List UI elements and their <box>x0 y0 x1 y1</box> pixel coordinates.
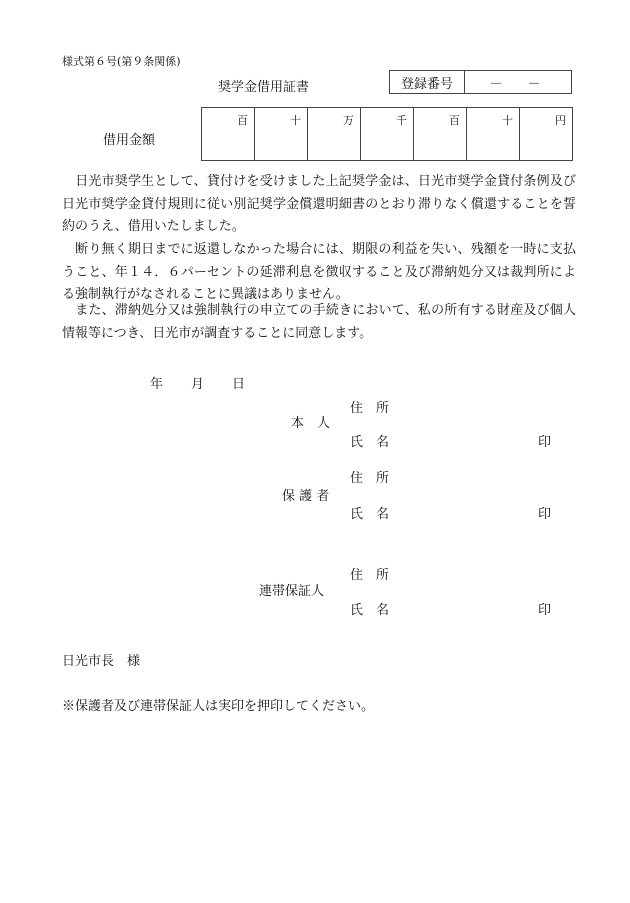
consent-paragraph <box>62 300 576 345</box>
signer-guarantor-address-label: 住 所 <box>350 568 390 583</box>
form-number: 様式第６号(第９条関係) <box>62 55 181 68</box>
default-terms-text: 断り無く期日までに返還しなかった場合には、期限の利益を失い、残額を一時に支払うこと、年１４．６パーセントの延滞利息を徴収すること及び滞納処分又は裁判所による強制執行がなされることに異議はありません。 <box>62 242 576 302</box>
registration-number-label: 登録番号 <box>390 71 465 93</box>
amount-unit-label: 十 <box>290 114 301 127</box>
signer-guarantor-seal-mark[interactable]: 印 <box>538 603 552 618</box>
signer-guardian-name-label: 氏 名 <box>350 507 390 522</box>
amount-cell-thousand[interactable] <box>361 108 414 160</box>
signer-self-name-label: 氏 名 <box>350 435 390 450</box>
date-month[interactable]: 月 <box>191 377 205 392</box>
amount-cell-yen[interactable] <box>520 108 572 160</box>
amount-unit-label: 千 <box>396 114 407 127</box>
amount-unit-label: 万 <box>343 114 354 127</box>
amount-unit-label: 百 <box>449 114 460 127</box>
amount-unit-label: 円 <box>555 114 566 127</box>
loan-amount-label: 借用金額 <box>103 133 156 148</box>
consent-text: また、滞納処分又は強制執行の申立ての手続きにおいて、私の所有する財産及び個人情報等につき、日光市が調査することに同意します。 <box>62 303 576 341</box>
amount-unit-label: 百 <box>237 114 248 127</box>
date-day[interactable]: 日 <box>232 377 246 392</box>
date-line <box>150 373 273 392</box>
signer-self-role: 本 人 <box>291 416 331 431</box>
addressee: 日光市長 様 <box>62 654 141 669</box>
loan-amount-table <box>201 107 573 161</box>
seal-note: ※保護者及び連帯保証人は実印を押印してください。 <box>62 699 375 714</box>
signer-self-address-label: 住 所 <box>350 401 390 416</box>
signer-guarantor-name-label: 氏 名 <box>350 603 390 618</box>
signer-guardian-role: 保 護 者 <box>282 489 330 504</box>
amount-cell-ten-thousand[interactable] <box>308 108 361 160</box>
default-terms-paragraph <box>62 239 576 307</box>
date-year[interactable]: 年 <box>150 377 164 392</box>
registration-number-field[interactable]: － － <box>489 76 547 92</box>
registration-number-box <box>389 70 572 94</box>
signer-guardian-address-label: 住 所 <box>350 471 390 486</box>
pledge-paragraph <box>62 171 576 239</box>
amount-cell-hundred-million[interactable] <box>202 108 255 160</box>
pledge-text: 日光市奨学生として、貸付けを受けました上記奨学金は、日光市奨学金貸付条例及び日光市奨学金貸付規則に従い別記奨学金償還明細書のとおり滞りなく償還することを誓約のうえ、借用いたしました。 <box>62 174 576 234</box>
signer-guarantor-role: 連帯保証人 <box>259 584 325 599</box>
amount-unit-label: 十 <box>502 114 513 127</box>
signer-self-seal-mark[interactable]: 印 <box>538 435 552 450</box>
amount-cell-ten[interactable] <box>467 108 520 160</box>
signer-guardian-seal-mark[interactable]: 印 <box>538 507 552 522</box>
amount-cell-hundred[interactable] <box>414 108 467 160</box>
amount-cell-ten-million[interactable] <box>255 108 308 160</box>
document-title: 奨学金借用証書 <box>218 80 310 95</box>
